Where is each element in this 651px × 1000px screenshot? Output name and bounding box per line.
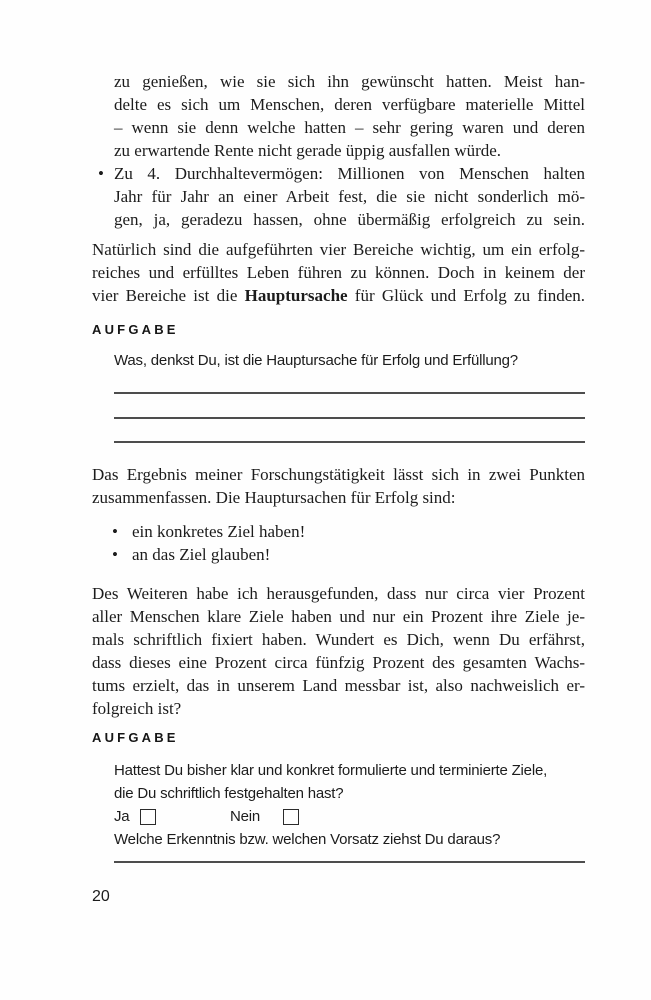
page-number: 20 (92, 888, 110, 905)
goals-list (112, 520, 585, 566)
answer-line-4 (114, 861, 585, 863)
yes-label: Ja (114, 808, 130, 825)
text-line: delte es sich um Menschen, deren verfügbare materielle Mittel (114, 95, 585, 114)
text-line: zu genießen, wie sie sich ihn gewünscht hatten. Meist han- (114, 72, 585, 91)
text-line: die Du schriftlich festgehalten hast? (114, 785, 344, 802)
text-line: mals schriftlich fixiert haben. Wundert es Dich, wenn Du erfährst, (92, 630, 585, 649)
yes-checkbox (140, 809, 156, 825)
text-span: Zu 4. Durchhaltevermögen: Millionen von Menschen halten (114, 164, 585, 183)
emphasized-word: Hauptursache (244, 286, 348, 305)
yes-no-row (114, 805, 599, 828)
text-line: – wenn sie denn welche hatten – sehr gering waren und deren (114, 118, 585, 137)
text-line: tums erzielt, das in unserem Land messbar ist, also nachweislich er- (92, 676, 585, 695)
bullet-item-point4 (98, 162, 585, 231)
list-item (112, 520, 585, 543)
paragraph-result (92, 463, 585, 509)
text-span: ein konkretes Ziel haben! (132, 522, 306, 541)
text-line: zu erwartende Rente nicht gerade üppig ausfallen würde. (114, 141, 502, 160)
answer-line-3 (114, 441, 585, 443)
text-line (92, 284, 585, 307)
no-checkbox (283, 809, 299, 825)
text-line: aller Menschen klare Ziele haben und nur ein Prozent ihre Ziele je- (92, 607, 585, 626)
task-heading-2: AUFGABE (92, 730, 179, 745)
text-line: zusammenfassen. Die Hauptursachen für Erfolg sind: (92, 488, 456, 507)
list-item (112, 543, 585, 566)
bullet-icon: • (112, 522, 118, 541)
paragraph-overview (92, 238, 585, 307)
text-line: Das Ergebnis meiner Forschungstätigkeit lässt sich in zwei Punkten (92, 465, 585, 484)
text-line: gen, ja, geradezu hassen, ohne übermäßig erfolgreich zu sein. (114, 210, 585, 229)
no-label: Nein (230, 808, 261, 825)
text-line: reiches und erfülltes Leben führen zu können. Doch in keinem der (92, 263, 585, 282)
text-line: folgreich ist? (92, 699, 182, 718)
task2-body (114, 759, 599, 851)
text-line (98, 162, 585, 185)
task1-question (114, 349, 518, 372)
text-line: dass dieses eine Prozent circa fünfzig Prozent des gesamten Wachs- (92, 653, 585, 672)
text-span: an das Ziel glauben! (132, 545, 271, 564)
task-heading-1: AUFGABE (92, 322, 179, 337)
text-span: vier Bereiche ist die (92, 286, 245, 305)
bullet-icon: • (112, 545, 118, 564)
text-line: Des Weiteren habe ich herausgefunden, dass nur circa vier Prozent (92, 584, 585, 603)
text-line: Welche Erkenntnis bzw. welchen Vorsatz ziehst Du daraus? (114, 831, 501, 848)
carryover-list-item (114, 70, 585, 162)
text-line: Was, denkst Du, ist die Hauptursache für Erfolg und Erfüllung? (114, 352, 518, 369)
text-line: Natürlich sind die aufgeführten vier Bereiche wichtig, um ein erfolg- (92, 240, 585, 259)
answer-line-1 (114, 392, 585, 394)
paragraph-research (92, 582, 585, 720)
bullet-icon: • (98, 164, 104, 183)
text-span: für Glück und Erfolg zu finden. (347, 286, 585, 305)
text-line: Hattest Du bisher klar und konkret formulierte und terminierte Ziele, (114, 762, 548, 779)
answer-line-2 (114, 417, 585, 419)
text-line: Jahr für Jahr an einer Arbeit fest, die sie nicht sonderlich mö- (114, 187, 585, 206)
